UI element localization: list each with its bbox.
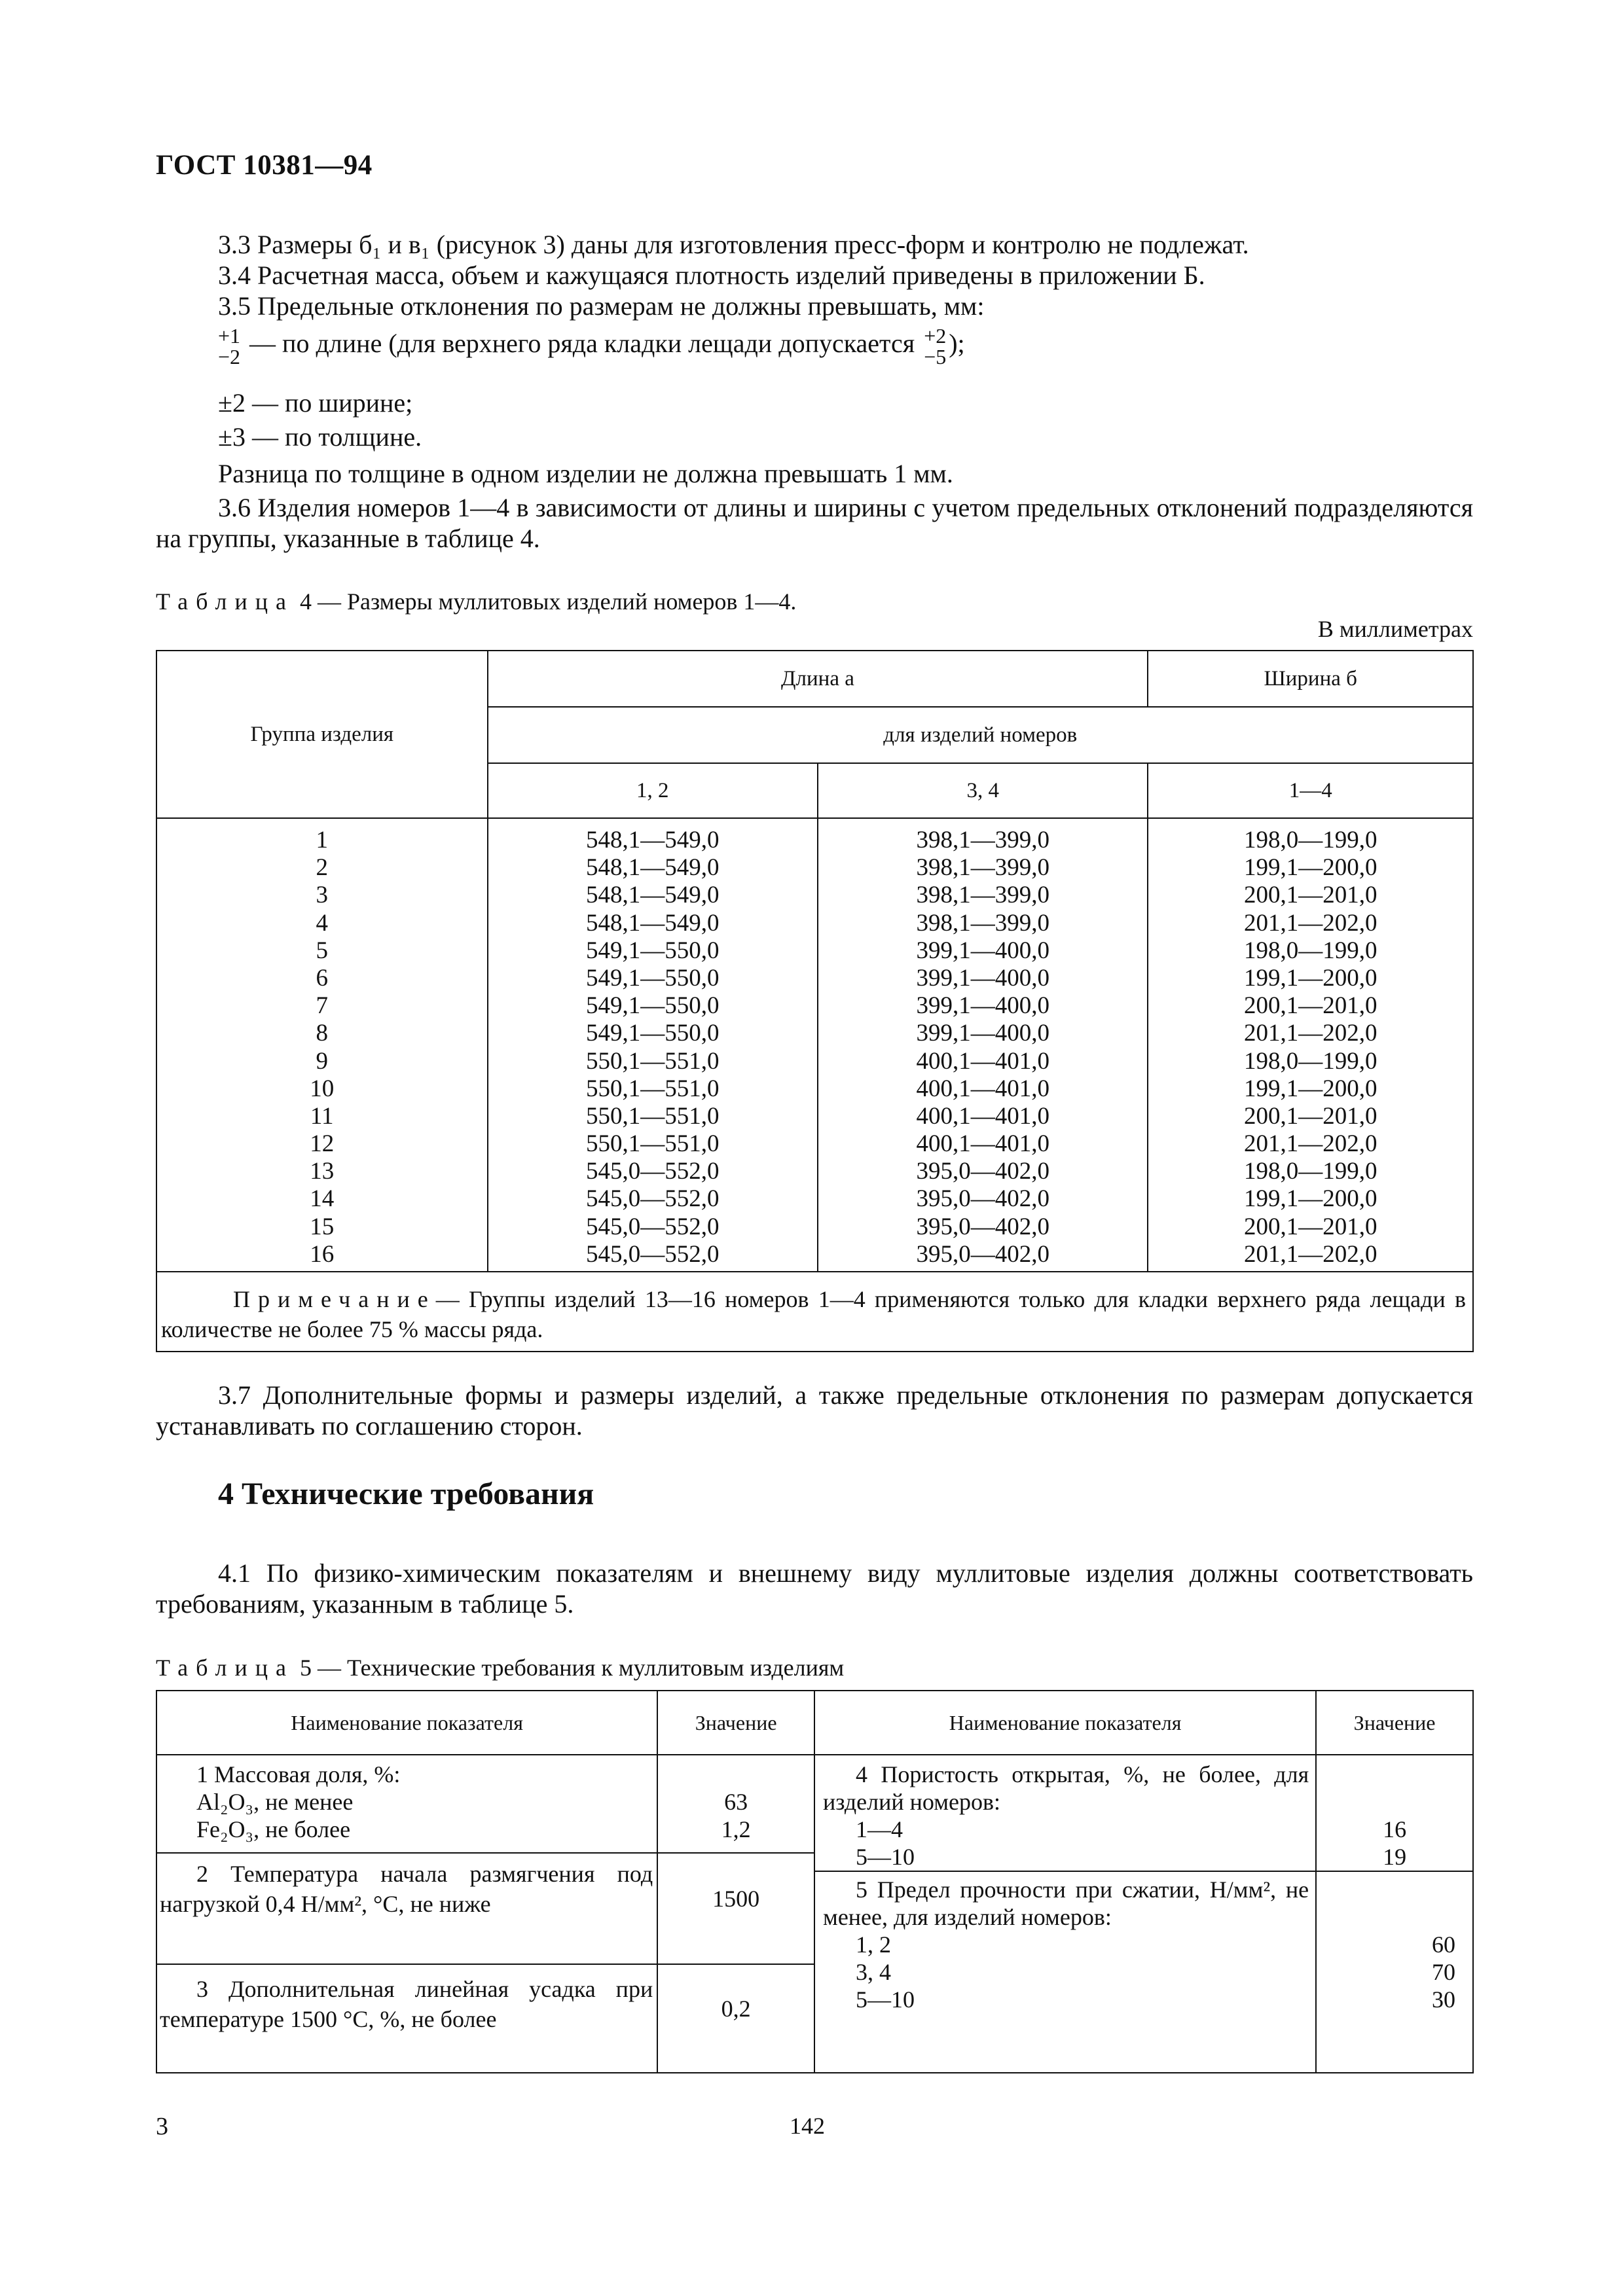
length-3-4-cell: 395,0—402,0 (916, 1213, 1049, 1240)
width-cell: 199,1—200,0 (1243, 1185, 1377, 1213)
length-1-2-cell: 545,0—552,0 (585, 1158, 720, 1185)
length-3-4-cell: 399,1—400,0 (916, 1020, 1049, 1047)
t5-header-name-right: Наименование показателя (814, 1691, 1316, 1755)
width-cell: 201,1—202,0 (1243, 1130, 1377, 1158)
length-3-4-cell: 399,1—400,0 (916, 937, 1049, 964)
paragraph-3-4: 3.4 Расчетная масса, объем и кажущаяся плотность изделий приведены в приложении Б. (218, 260, 1205, 290)
length-3-4-cell: 398,1—399,0 (916, 827, 1049, 853)
paragraph-3-5: 3.5 Предельные отклонения по размерам не должны превышать, мм: (218, 291, 985, 321)
group-cell: 2 (316, 854, 328, 882)
length-1-2-cell: 550,1—551,0 (585, 1102, 720, 1130)
length-1-2-cell: 548,1—549,0 (585, 882, 720, 909)
width-cell: 199,1—200,0 (1243, 1075, 1377, 1102)
length-3-4-cell: 398,1—399,0 (916, 854, 1049, 882)
width-cell: 201,1—202,0 (1243, 909, 1377, 937)
width-cell: 199,1—200,0 (1243, 964, 1377, 992)
width-cell: 200,1—201,0 (1243, 992, 1377, 1020)
width-cell: 201,1—202,0 (1243, 1240, 1377, 1268)
group-cell: 5 (316, 937, 328, 964)
t5-header-name-left: Наименование показателя (156, 1691, 657, 1755)
header-col-1-2: 1, 2 (488, 763, 818, 818)
width-cell: 198,0—199,0 (1243, 1047, 1377, 1075)
row5-name: 5 Предел прочности при сжатии, Н/мм², не менее, для изделий номеров: 1, 2 3, 4 5—10 (814, 1871, 1316, 2073)
row2-value: 1500 (657, 1853, 814, 1964)
header-col-1-4: 1—4 (1148, 763, 1473, 818)
length-1-2-cell: 550,1—551,0 (585, 1075, 720, 1102)
group-cell: 1 (316, 827, 328, 853)
width-cell: 201,1—202,0 (1243, 1020, 1377, 1047)
group-cell: 16 (310, 1240, 335, 1268)
length-1-2-cell: 548,1—549,0 (585, 854, 720, 882)
length-1-2-cell: 545,0—552,0 (585, 1213, 720, 1240)
table-body (156, 818, 1473, 1272)
header-length: Длина а (488, 651, 1148, 707)
table-5 (156, 1690, 1474, 2073)
length-3-4-cell: 398,1—399,0 (916, 909, 1049, 937)
length-1-2-cell: 549,1—550,0 (585, 964, 720, 992)
length-tolerance: +1 −2 (218, 324, 241, 368)
section-heading: 4 Технические требования (218, 1477, 594, 1511)
table4-caption: Таблица 4 — Размеры муллитовых изделий номеров 1—4. (156, 588, 797, 615)
group-cell: 11 (310, 1102, 334, 1130)
length-1-2-cell: 545,0—552,0 (585, 1185, 720, 1213)
row2-name: 2 Температура начала размягчения под нагрузкой 0,4 Н/мм², °С, не ниже (156, 1853, 657, 1964)
length-3-4-cell: 400,1—401,0 (916, 1130, 1049, 1158)
row4-name: 4 Пористость открытая, %, не более, для изделий номеров: 1—4 5—10 (814, 1755, 1316, 1871)
group-cell: 13 (310, 1158, 335, 1185)
row3-value: 0,2 (657, 1964, 814, 2073)
t5-header-value-left: Значение (657, 1691, 814, 1755)
group-cell: 4 (316, 909, 328, 937)
length-1-2-cell: 548,1—549,0 (585, 827, 720, 853)
length-3-4-cell: 400,1—401,0 (916, 1047, 1049, 1075)
group-cell: 8 (316, 1020, 328, 1047)
paragraph-3-3: 3.3 Размеры б₁ и в₁ (рисунок 3) даны для изготовления пресс-форм и контролю не подлежат. (218, 230, 1249, 259)
group-cell: 14 (310, 1185, 335, 1213)
length-deviation-line: +1 −2 — по длине (для верхнего ряда кладки лещади допускается +2 −5 ); (218, 324, 965, 368)
header-group: Группа изделия (156, 651, 488, 818)
table5-caption: Таблица 5 — Технические требования к муллитовым изделиям (156, 1655, 845, 1681)
length-3-4-cell: 399,1—400,0 (916, 992, 1049, 1020)
length-1-2-cell: 548,1—549,0 (585, 909, 720, 937)
table4-units: В миллиметрах (1317, 616, 1473, 642)
page-number: 3 (156, 2113, 168, 2140)
paragraph-4-1: 4.1 По физико-химическим показателям и внешнему виду муллитовые изделия должны соответствовать требованиям, указанным в таблице 5. (156, 1558, 1473, 1619)
width-column (1148, 818, 1473, 1272)
header-col-3-4: 3, 4 (818, 763, 1148, 818)
row3-name: 3 Дополнительная линейная усадка при температуре 1500 °С, %, не более (156, 1964, 657, 2073)
paragraph-3-7: 3.7 Дополнительные формы и размеры изделий, а также предельные отклонения по размерам допускается устанавливать по соглашению сторон. (156, 1380, 1473, 1441)
group-cell: 10 (310, 1075, 335, 1102)
row1-name: 1 Массовая доля, %: Al₂O₃, не менее Fe₂O₃, не более (156, 1755, 657, 1853)
length-3-4-cell: 395,0—402,0 (916, 1158, 1049, 1185)
group-cell: 3 (316, 882, 328, 909)
width-cell: 198,0—199,0 (1243, 1158, 1377, 1185)
group-cell: 15 (310, 1213, 335, 1240)
length-3-4-cell: 395,0—402,0 (916, 1240, 1049, 1268)
header-for-items: для изделий номеров (488, 707, 1474, 763)
row4-values: 16 19 (1316, 1755, 1473, 1871)
length-1-2-column (488, 818, 818, 1272)
header-width: Ширина б (1148, 651, 1473, 707)
group-cell: 12 (310, 1130, 335, 1158)
group-column (156, 818, 488, 1272)
length-3-4-cell: 399,1—400,0 (916, 964, 1049, 992)
top-row-tolerance: +2 −5 (924, 324, 947, 368)
length-1-2-cell: 545,0—552,0 (585, 1240, 720, 1268)
width-cell: 200,1—201,0 (1243, 1102, 1377, 1130)
length-1-2-cell: 550,1—551,0 (585, 1047, 720, 1075)
length-1-2-cell: 549,1—550,0 (585, 937, 720, 964)
width-cell: 200,1—201,0 (1243, 882, 1377, 909)
thickness-deviation: ±3 — по толщине. (218, 422, 422, 452)
length-3-4-cell: 400,1—401,0 (916, 1075, 1049, 1102)
length-1-2-cell: 549,1—550,0 (585, 992, 720, 1020)
group-cell: 9 (316, 1047, 328, 1075)
width-cell: 198,0—199,0 (1243, 937, 1377, 964)
row5-values: 60 70 30 (1316, 1871, 1473, 2073)
group-cell: 6 (316, 964, 328, 992)
width-cell: 198,0—199,0 (1243, 827, 1377, 853)
length-3-4-cell: 398,1—399,0 (916, 882, 1049, 909)
document-header: ГОСТ 10381—94 (156, 150, 373, 181)
width-deviation: ±2 — по ширине; (218, 388, 413, 418)
width-cell: 199,1—200,0 (1243, 854, 1377, 882)
group-cell: 7 (316, 992, 328, 1020)
length-3-4-cell: 395,0—402,0 (916, 1185, 1049, 1213)
sheet-number: 142 (790, 2113, 825, 2139)
table4-note: Примечание— Группы изделий 13—16 номеров 1—4 применяются только для кладки верхнего ряда лещади в количестве не более 75 % массы ряда. (156, 1272, 1473, 1352)
length-1-2-cell: 550,1—551,0 (585, 1130, 720, 1158)
t5-header-value-right: Значение (1316, 1691, 1473, 1755)
thickness-difference: Разница по толщине в одном изделии не должна превышать 1 мм. (218, 459, 953, 488)
length-3-4-column (818, 818, 1148, 1272)
row1-values: 63 1,2 (657, 1755, 814, 1853)
paragraph-3-6: 3.6 Изделия номеров 1—4 в зависимости от длины и ширины с учетом предельных отклонений подразделяются на группы, указанные в таблице 4. (156, 493, 1473, 553)
table-4 (156, 650, 1474, 1352)
width-cell: 200,1—201,0 (1243, 1213, 1377, 1240)
length-3-4-cell: 400,1—401,0 (916, 1102, 1049, 1130)
length-1-2-cell: 549,1—550,0 (585, 1020, 720, 1047)
